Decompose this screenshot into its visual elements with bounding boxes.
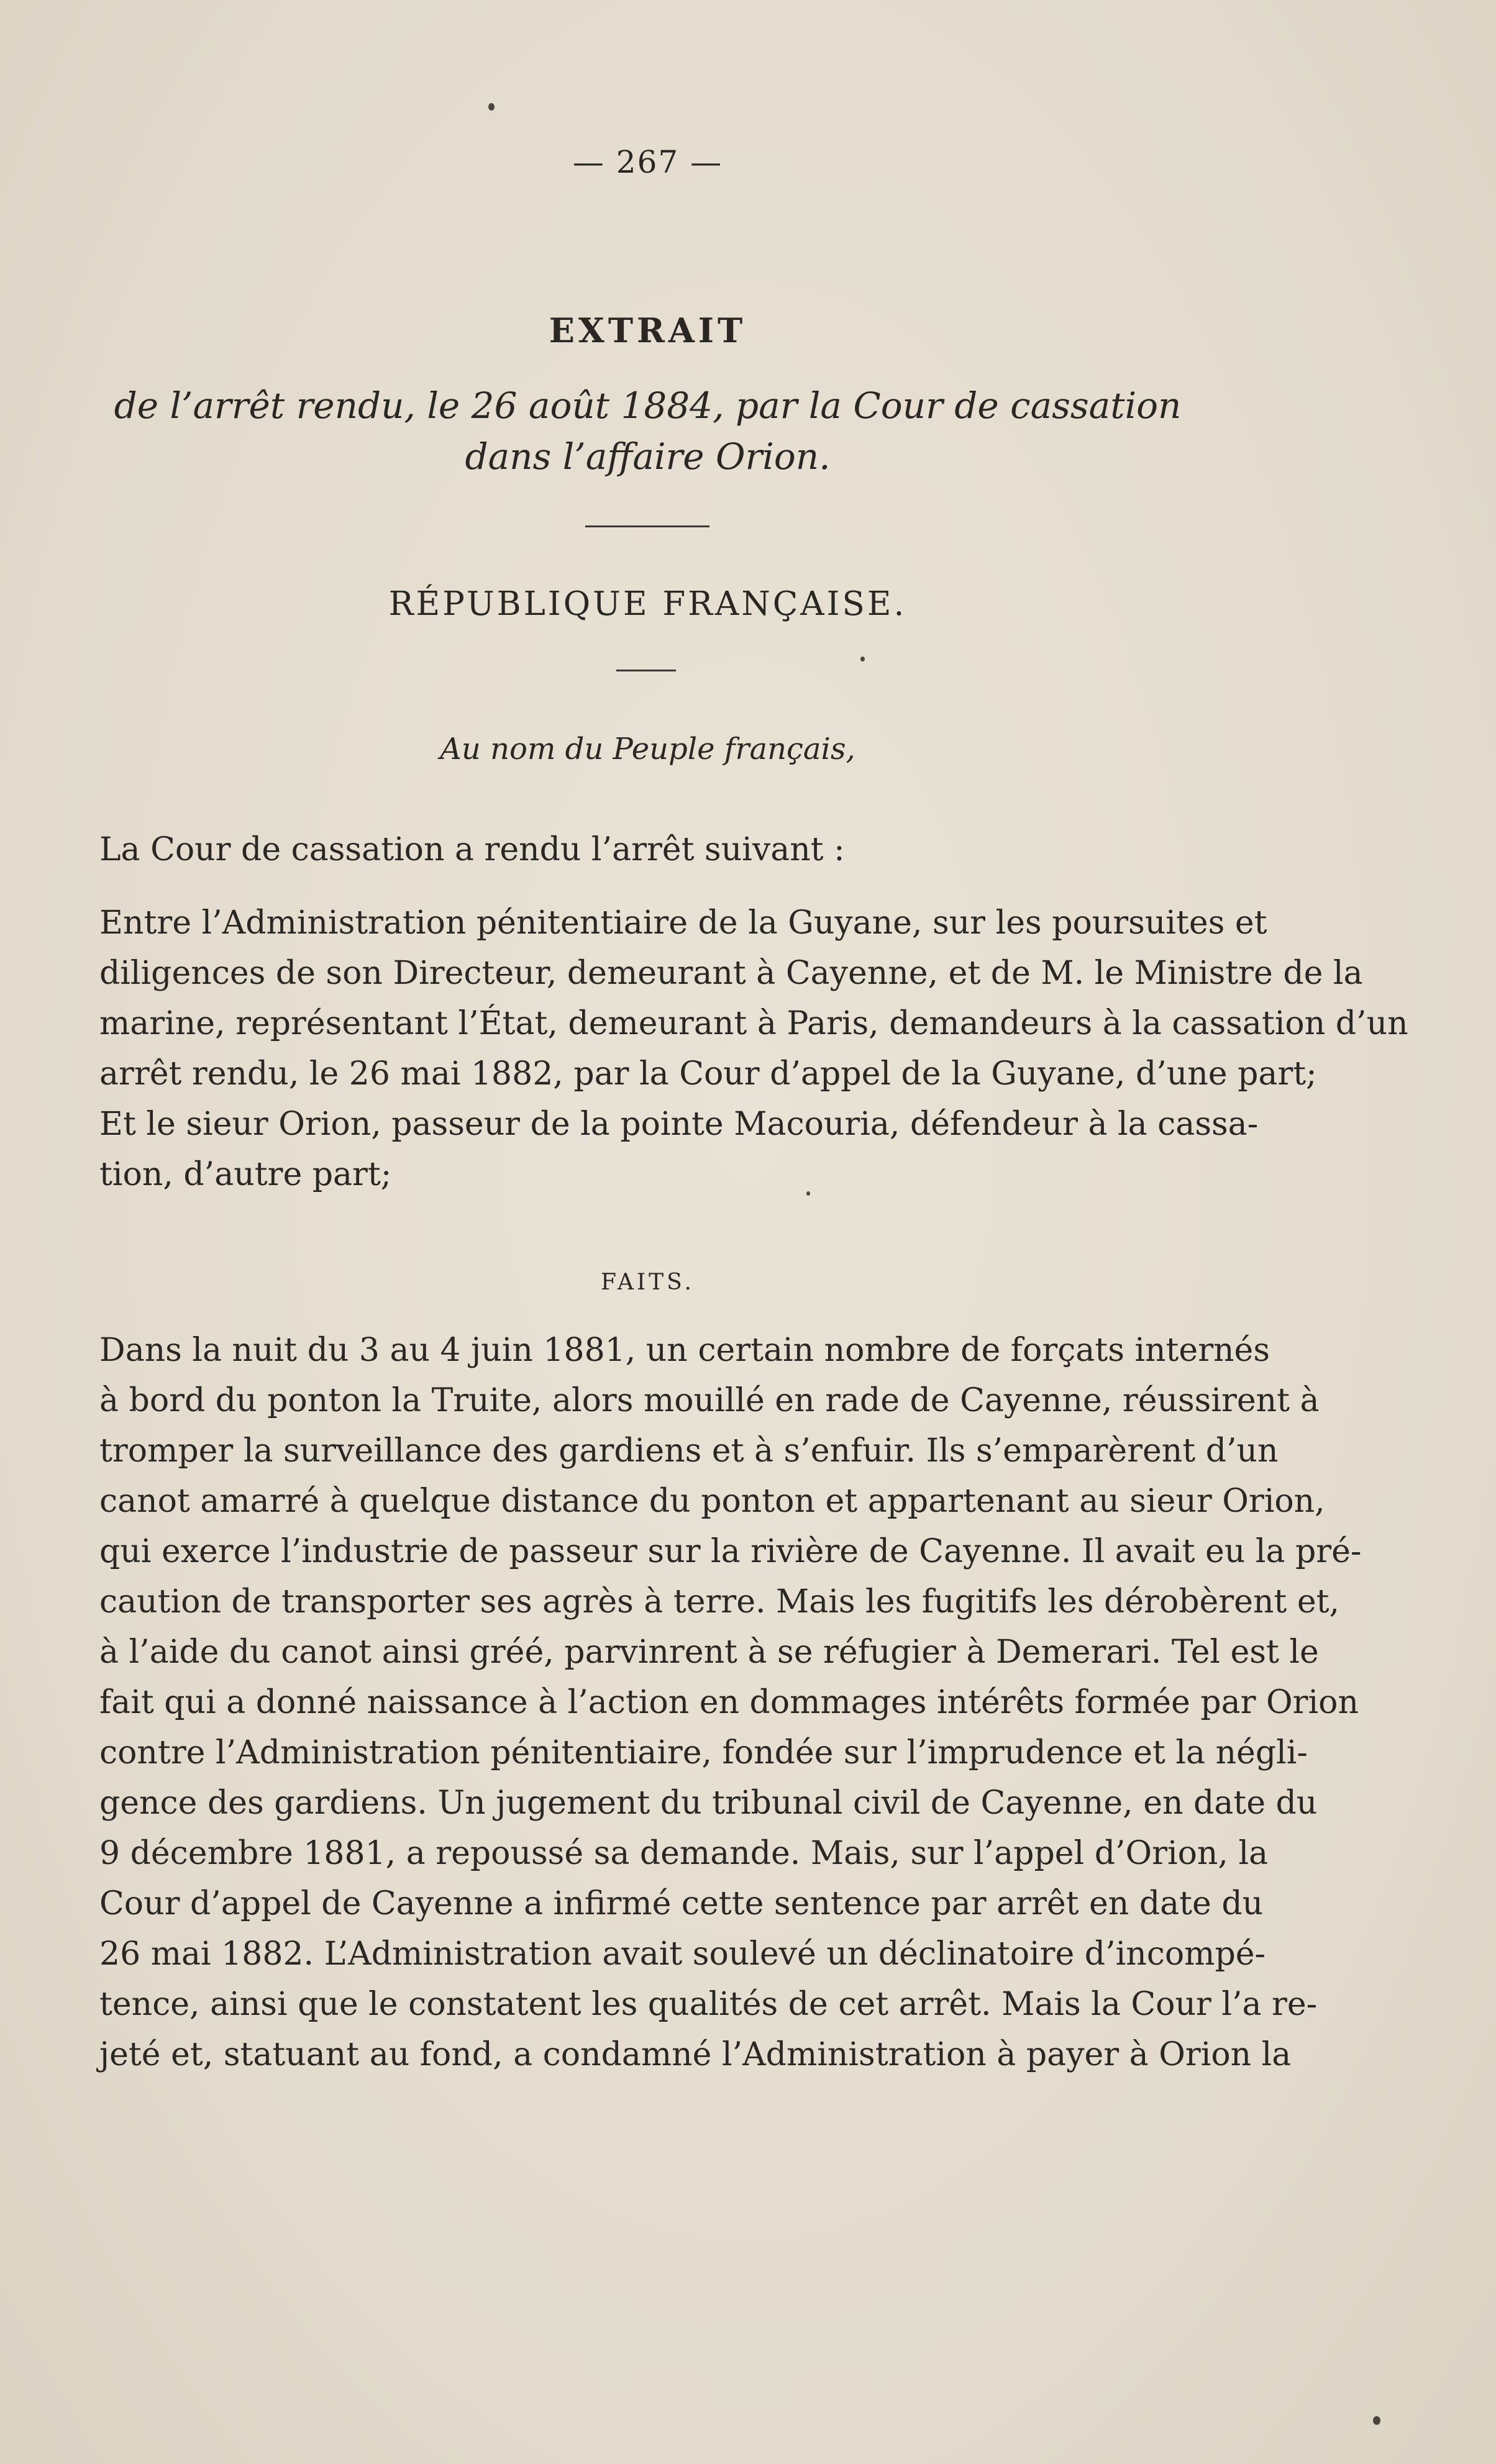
parties-line: diligences de son Directeur, demeurant à Cayenne, et de M. le Ministre de la bbox=[99, 955, 1363, 992]
document-title: EXTRAIT bbox=[549, 311, 747, 350]
ink-speck bbox=[1373, 2416, 1380, 2425]
subtitle-line: de l’arrêt rendu, le 26 août 1884, par la Cour de cassation bbox=[114, 384, 1182, 427]
faits-line: Cour d’appel de Cayenne a infirmé cette sentence par arrêt en date du bbox=[99, 1885, 1264, 1922]
faits-line: caution de transporter ses agrès à terre. Mais les fugitifs les dérobèrent et, bbox=[99, 1583, 1340, 1621]
faits-line: Dans la nuit du 3 au 4 juin 1881, un certain nombre de forçats internés bbox=[99, 1332, 1270, 1369]
faits-line: gence des gardiens. Un jugement du tribunal civil de Cayenne, en date du bbox=[99, 1784, 1318, 1822]
faits-line: tromper la surveillance des gardiens et à s’enfuir. Ils s’emparèrent d’un bbox=[99, 1432, 1279, 1470]
subtitle-line: dans l’affaire Orion. bbox=[465, 435, 831, 478]
ink-speck bbox=[488, 103, 495, 111]
faits-line: qui exerce l’industrie de passeur sur la rivière de Cayenne. Il avait eu la pré- bbox=[99, 1533, 1362, 1570]
faits-line: à bord du ponton la Truite, alors mouillé en rade de Cayenne, réussirent à bbox=[99, 1382, 1320, 1419]
faits-line: contre l’Administration pénitentiaire, fondée sur l’imprudence et la négli- bbox=[99, 1734, 1308, 1771]
faits-line: canot amarré à quelque distance du ponton et appartenant au sieur Orion, bbox=[99, 1483, 1325, 1520]
parties-line: tion, d’autre part; bbox=[99, 1156, 392, 1193]
parties-line: Et le sieur Orion, passeur de la pointe Macouria, défendeur à la cassa- bbox=[99, 1106, 1259, 1143]
document-subtitle bbox=[112, 380, 1184, 482]
page-number: — 267 — bbox=[572, 144, 723, 180]
parties-line: arrêt rendu, le 26 mai 1882, par la Cour d’appel de la Guyane, d’une part; bbox=[99, 1055, 1317, 1093]
invocation-line: Au nom du Peuple français, bbox=[440, 732, 855, 766]
faits-line: fait qui a donné naissance à l’action en dommages intérêts formée par Orion bbox=[99, 1684, 1359, 1721]
faits-line: jeté et, statuant au fond, a condamné l’Administration à payer à Orion la bbox=[99, 2036, 1292, 2073]
intro-line: La Cour de cassation a rendu l’arrêt suivant : bbox=[99, 831, 845, 868]
faits-line: à l’aide du canot ainsi gréé, parvinrent à se réfugier à Demerari. Tel est le bbox=[99, 1634, 1319, 1671]
section-divider bbox=[616, 670, 676, 671]
parties-line: Entre l’Administration pénitentiaire de la Guyane, sur les poursuites et bbox=[99, 904, 1267, 942]
section-divider bbox=[585, 525, 709, 527]
faits-line: 9 décembre 1881, a repoussé sa demande. Mais, sur l’appel d’Orion, la bbox=[99, 1835, 1269, 1872]
faits-line: tence, ainsi que le constatent les qualités de cet arrêt. Mais la Cour l’a re- bbox=[99, 1986, 1318, 2023]
section-heading-faits: FAITS. bbox=[601, 1270, 695, 1295]
faits-line: 26 mai 1882. L’Administration avait soulevé un déclinatoire d’incompé- bbox=[99, 1935, 1266, 1973]
ink-speck bbox=[860, 657, 865, 661]
republic-heading: RÉPUBLIQUE FRANÇAISE. bbox=[388, 585, 907, 623]
parties-line: marine, représentant l’État, demeurant à Paris, demandeurs à la cassation d’un bbox=[99, 1005, 1408, 1042]
ink-speck bbox=[806, 1191, 810, 1196]
